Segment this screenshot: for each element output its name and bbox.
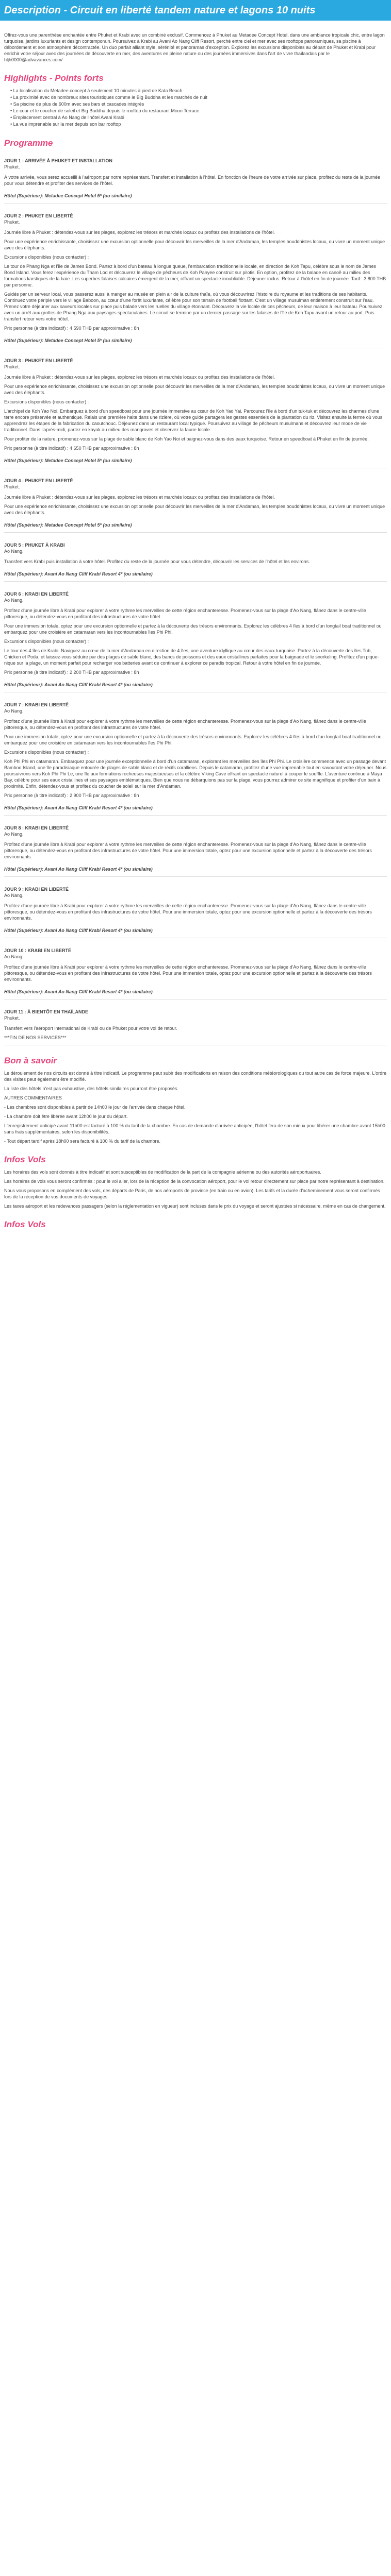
- bon-savoir-paragraph: - Tout départ tardif après 18h00 sera facturé à 100 % du tarif de la chambre.: [4, 1139, 161, 1144]
- day-location: Ao Nang.: [4, 832, 24, 837]
- bon-savoir-paragraph: - Les chambres sont disponibles à partir de 14h00 le jour de l'arrivée dans chaque hôtel.: [4, 1105, 186, 1110]
- program-day: [4, 478, 387, 533]
- infos-vols-paragraph: Les taxes aéroport et les redevances passagers (selon la réglementation en vigueur) sont incluses dans le prix du voyage et seront ajustées si nécessaire, même en cas de changement.: [4, 1204, 386, 1209]
- day-paragraph: Excursions disponibles (nous contacter) :: [4, 399, 89, 404]
- page: [0, 0, 391, 1230]
- day-paragraph: ***FIN DE NOS SERVICES***: [4, 1035, 67, 1040]
- day-paragraph: Journée libre à Phuket : détendez-vous sur les plages, explorez les trésors et marchés locaux ou profitez des installations de l'hôtel.: [4, 375, 275, 380]
- highlight-item: • La vue imprenable sur la mer depuis son bar rooftop: [10, 121, 387, 128]
- day-paragraph: Pour une expérience enrichissante, choisissez une excursion optionnelle pour découvrir les merveilles de la mer d'Andaman, les temples bouddhistes locaux, ou vivre un moment unique avec des éléphants.: [4, 384, 385, 395]
- day-location: Phuket.: [4, 1015, 20, 1021]
- day-location: Ao Nang.: [4, 954, 24, 959]
- day-paragraph: Pour une immersion totale, optez pour une excursion optionnelle et partez à la découverte des trésors environnants. Explorez les célèbres 4 îles à bord d'un longtail boat traditionnel ou embarquez pour une croisière en catamaran vers les incontournables îles Phi Phi.: [4, 623, 382, 635]
- day-paragraph: Prix personne (à titre indicatif) : 2 200 THB par approximative : 8h: [4, 670, 139, 675]
- program-day: [4, 1009, 387, 1045]
- day-paragraph: Prix personne (à titre indicatif) : 4 590 THB par approximative : 8h: [4, 326, 139, 331]
- day-paragraph: Pour une immersion totale, optez pour une excursion optionnelle et partez à la découverte des trésors environnants. Explorez les célèbres 4 îles à bord d'un longtail boat traditionnel ou embarquez pour une croisière en catamaran vers les incontournables îles Phi Phi.: [4, 734, 382, 745]
- day-hotel: Hôtel (Supérieur): Avani Ao Nang Cliff Krabi Resort 4* (ou similaire): [4, 867, 153, 872]
- day-paragraph: Profitez d'une journée libre à Krabi pour explorer à votre rythme les merveilles de cette région enchanteresse. Promenez-vous sur la plage d'Ao Nang, flânez dans le centre-ville pittoresque, ou détendez-vous en profitant des infrastructures de votre hôtel.: [4, 608, 366, 619]
- day-paragraph: Koh Phi Phi en catamaran. Embarquez pour une journée exceptionnelle à bord d'un catamaran, explorant les merveilles des îles Phi Phi. Le croisière commence avec un passage devant Bamboo Island, une île paradisiaque entourée de plages de sable blanc et de récifs coralliens. Depuis le catamaran, profitez d'une vue imprenable tout en savourant votre déjeuner. Nous poursuivrons vers Koh Phi Phi Le, une île aux formations rocheuses majestueuses et la célèbre Viking Cave offrant un spectacle naturel à couper le souffle. L'aventure continue à Maya Bay, célèbre pour ses eaux cristallines et ses paysages emblématiques. Bien que nous ne débarquions pas sur la plage, vous pourrez admirer ce site magnifique et profiter d'un bain à proximité. Enfin, détendez-vous et profitez du coucher de soleil sur la mer d'Andaman.: [4, 759, 387, 789]
- day-title: JOUR 1 : ARRIVÉE À PHUKET ET INSTALLATION: [4, 158, 112, 163]
- program-day: [4, 358, 387, 468]
- day-hotel: Hôtel (Supérieur): Metadee Concept Hotel 5* (ou similaire): [4, 458, 132, 463]
- day-location: Ao Nang.: [4, 598, 24, 603]
- day-paragraph: L'archipel de Koh Yao Noi. Embarquez à bord d'un speedboat pour une journée immersive au cœur de Koh Yao Yai. Parcourez l'île à bord d'un tuk-tuk et découvrez les charmes d'une terre encore préservée et authentique. Relais une première halte dans une rizière, où votre guide partagera les gestes essentiels de la plantation du riz. Visitez ensuite la ferme où vous apprendrez les étapes de la fabrication du caoutchouc. Déjeunez dans un restaurant local typique. Poursuivez au village de pêcheurs musulmans et découvrez leur mode de vie traditionnel. Dans l'après-midi, partez en kayak au milieu des mangroves et observez la faune locale.: [4, 409, 383, 432]
- day-paragraph: À votre arrivée, vous serez accueilli à l'aéroport par notre représentant. Transfert et installation à l'hôtel. En fonction de l'heure de votre arrivée sur place, profitez du reste de la journée pour vous détendre et profiter des services de l'hôtel.: [4, 175, 381, 186]
- day-paragraph: Guidés par un serveur local, vous passerez aussi à manger au musée en plein air de la culture thaïe, où vous découvrirez l'histoire du royaume et les traditions de ses habitants. Continuez votre périple vers le village Baboon, au cœur d'une forêt luxuriante, célèbre pour son terrain de football flottant. C'est un village musulman entièrement construit sur l'eau. Prenez votre déjeuner aux saveurs locales sur place puis balade vers les ruelles du village étonnant. Découvrez la vie locale de ces pêcheurs, de leur maison à leur bateau. Poursuivez avec un arrêt aux grottes de Phang Nga aux paysages spectaculaires. Le circuit se termine par un dernier passage sur les falaises de l'île de Koh Tapu avant un retour au port. Puis transfert retour vers votre hôtel.: [4, 292, 382, 321]
- highlight-item: • Sa piscine de plus de 600m avec ses bars et cascades intégrés: [10, 101, 387, 108]
- day-hotel: Hôtel (Supérieur): Avani Ao Nang Cliff Krabi Resort 4* (ou similaire): [4, 989, 153, 994]
- highlight-item: • Emplacement central à Ao Nang de l'hôtel Avani Krabi: [10, 114, 387, 121]
- day-hotel: Hôtel (Supérieur): Avani Ao Nang Cliff Krabi Resort 4* (ou similaire): [4, 928, 153, 933]
- bon-savoir-paragraph: La liste des hôtels n'est pas exhaustive, des hôtels similaires pourront être proposés.: [4, 1086, 178, 1091]
- day-divider: [4, 815, 387, 816]
- day-location: Phuket.: [4, 219, 20, 225]
- bon-savoir-paragraph: Le déroulement de nos circuits est donné à titre indicatif. Le programme peut subir des modifications en raison des conditions météorologiques ou tout autre cas de force majeure. L'ordre des visites peut également être modifié.: [4, 1071, 387, 1082]
- infos-vols-title: Infos Vols: [4, 1155, 46, 1164]
- day-paragraph: Profitez d'une journée libre à Krabi pour explorer à votre rythme les merveilles de cette région enchanteresse. Promenez-vous sur la plage d'Ao Nang, flânez dans le centre-ville pittoresque, ou détendez-vous en profitant des infrastructures de votre hôtel.: [4, 719, 366, 730]
- program-day: [4, 947, 387, 999]
- infos-vols-paragraph: Les horaires de vols vous seront confirmés : pour le vol aller, lors de la réception de la convocation aéroport, pour le vol retour directement sur place par notre représentant à destination.: [4, 1179, 385, 1184]
- highlight-item: • La localisation du Metadee concept à seulement 10 minutes à pied de Kata Beach: [10, 88, 387, 94]
- day-paragraph: Prix personne (à titre indicatif) : 4 650 THB par approximative : 8h: [4, 446, 139, 451]
- program-day: [4, 591, 387, 692]
- day-divider: [4, 532, 387, 533]
- program-day: [4, 213, 387, 348]
- program-days: [4, 158, 387, 1045]
- day-title: JOUR 2 : PHUKET EN LIBERTÉ: [4, 213, 73, 218]
- day-title: JOUR 5 : PHUKET À KRABI: [4, 543, 65, 548]
- day-paragraph: Excursions disponibles (nous contacter) :: [4, 750, 89, 755]
- infos-vols-text: [4, 1169, 387, 1209]
- highlights-list: [4, 88, 387, 128]
- bon-savoir-paragraph: L'enregistrement anticipé avant 11h00 est facturé à 100 % du tarif de la chambre. En cas de demande d'arrivée anticipée, l'hôtel fera de son mieux pour libérer une chambre avant 15h00 sans frais supplémentaires, selon les disponibilités.: [4, 1123, 385, 1134]
- day-paragraph: Transfert vers l'aéroport international de Krabi ou de Phuket pour votre vol de retour.: [4, 1026, 177, 1031]
- day-paragraph: Le tour des 4 îles de Krabi. Naviguez au cœur de la mer d'Andaman en direction de 4 îles, une aventure idyllique au cœur des eaux turquoise. Partez à la découverte des îles Tub, Chicken et Poda, et laissez-vous séduire par des plages de sable blanc, des bancs de poissons et des eaux cristallines parfaites pour la baignade et le snorkeling. Profitez d'un pique-nique sur la plage, un moment parfait pour recharger vos batteries avant de continuer à explorer ce paradis tropical. Retour à votre hôtel en fin de journée.: [4, 648, 379, 666]
- bon-savoir-paragraph: - La chambre doit être libérée avant 12h00 le jour du départ.: [4, 1114, 128, 1119]
- day-title: JOUR 11 : À BIENTÔT EN THAÏLANDE: [4, 1009, 89, 1014]
- day-location: Phuket.: [4, 364, 20, 369]
- program-day: [4, 702, 387, 816]
- bon-savoir-text: [4, 1070, 387, 1144]
- day-title: JOUR 4 : PHUKET EN LIBERTÉ: [4, 478, 73, 483]
- day-divider: [4, 876, 387, 877]
- day-location: Phuket.: [4, 484, 20, 489]
- infos-vols-paragraph: Les horaires des vols sont donnés à titre indicatif et sont susceptibles de modification de la part de la compagnie aérienne ou des autorités aéroportuaires.: [4, 1170, 321, 1175]
- day-hotel: Hôtel (Supérieur): Metadee Concept Hotel 5* (ou similaire): [4, 522, 132, 528]
- highlights-title: Highlights - Points forts: [4, 73, 104, 83]
- day-hotel: Hôtel (Supérieur): Avani Ao Nang Cliff Krabi Resort 4* (ou similaire): [4, 571, 153, 577]
- program-day: [4, 158, 387, 204]
- day-paragraph: Pour une expérience enrichissante, choisissez une excursion optionnelle pour découvrir les merveilles de la mer d'Andaman, les temples bouddhistes locaux, ou vivre un moment unique avec des éléphants.: [4, 504, 385, 515]
- day-title: JOUR 7 : KRABI EN LIBERTÉ: [4, 702, 69, 707]
- day-location: Phuket.: [4, 164, 20, 170]
- highlight-item: • La proximité avec de nombreux sites touristiques comme le Big Buddha et les marchés de nuit: [10, 94, 387, 101]
- day-location: Ao Nang.: [4, 893, 24, 898]
- day-hotel: Hôtel (Supérieur): Avani Ao Nang Cliff Krabi Resort 4* (ou similaire): [4, 682, 153, 687]
- day-paragraph: Profitez d'une journée libre à Krabi pour explorer à votre rythme les merveilles de cette région enchanteresse. Promenez-vous sur la plage d'Ao Nang, flânez dans le centre-ville pittoresque, ou détendez-vous en profitant des infrastructures de votre hôtel. Pour une immersion totale, optez pour une excursion optionnelle et partez à la découverte des trésors environnants.: [4, 903, 372, 921]
- day-paragraph: Journée libre à Phuket : détendez-vous sur les plages, explorez les trésors et marchés locaux ou profitez des installations de l'hôtel.: [4, 495, 275, 500]
- day-hotel: Hôtel (Supérieur): Metadee Concept Hotel 5* (ou similaire): [4, 193, 132, 198]
- program-day: [4, 825, 387, 877]
- day-paragraph: Pour profiter de la nature, promenez-vous sur la plage de sable blanc de Koh Yao Noi et baignez-vous dans des eaux turquoise. Retour en speedboat à Phuket en fin de journée.: [4, 436, 369, 442]
- program-day: [4, 886, 387, 938]
- day-paragraph: Pour une expérience enrichissante, choisissez une excursion optionnelle pour découvrir les merveilles de la mer d'Andaman, les temples bouddhistes locaux, ou vivre un moment unique avec des éléphants.: [4, 239, 385, 250]
- bon-savoir-paragraph: AUTRES COMMENTAIRES: [4, 1095, 62, 1100]
- day-divider: [4, 203, 387, 204]
- program-day: [4, 542, 387, 582]
- highlight-item: • Le cour et le coucher de soleil et Big Buddha depuis le rooftop du restaurant Moon Terrace: [10, 108, 387, 114]
- day-paragraph: Profitez d'une journée libre à Krabi pour explorer à votre rythme les merveilles de cette région enchanteresse. Promenez-vous sur la plage d'Ao Nang, flânez dans le centre-ville pittoresque, ou détendez-vous en profitant des infrastructures de votre hôtel. Pour une immersion totale, optez pour une excursion optionnelle et partez à la découverte des trésors environnants.: [4, 964, 372, 982]
- day-paragraph: Excursions disponibles (nous contacter) :: [4, 255, 89, 260]
- day-location: Ao Nang.: [4, 708, 24, 714]
- content: [0, 32, 391, 1230]
- day-title: JOUR 3 : PHUKET EN LIBERTÉ: [4, 358, 73, 363]
- bon-savoir-title: Bon à savoir: [4, 1056, 57, 1065]
- infos-vols-paragraph: Nous vous proposons en complément des vols, des départs de Paris, de nos aéroports de province (en train ou en avion). Les tarifs et la durée d'acheminement vous seront confirmés lors de la réception de vos documents de voyages.: [4, 1188, 380, 1199]
- day-hotel: Hôtel (Supérieur): Avani Ao Nang Cliff Krabi Resort 4* (ou similaire): [4, 805, 153, 810]
- day-paragraph: Excursions disponibles (nous contacter) :: [4, 639, 89, 644]
- day-paragraph: Prix personne (à titre indicatif) : 2 900 THB par approximative : 8h: [4, 793, 139, 798]
- day-location: Ao Nang.: [4, 549, 24, 554]
- day-title: JOUR 10 : KRABI EN LIBERTÉ: [4, 948, 72, 953]
- day-title: JOUR 9 : KRABI EN LIBERTÉ: [4, 887, 69, 892]
- day-title: JOUR 8 : KRABI EN LIBERTÉ: [4, 825, 69, 831]
- intro-text: Offrez-vous une parenthèse enchantée entre Phuket et Krabi avec un combiné exclusif. Commencez à Phuket au Metadee Concept Hotel, dans une ambiance tropicale chic, entre lagon turquoise, jardins luxuriants et design contemporain. Poursuivez à Krabi au Avani Ao Nang Cliff Resort, perché entre ciel et mer avec ses rooftops panoramiques, sa piscine à débordement et son atmosphère décontractée. Un duo parfait alliant style, sérénité et panoramas d'exception. Explorez les excursions disponibles au départ de Phuket et Krabi pour enrichir votre séjour avec des journées de découverte en mer, des aventures en pleine nature ou des journées immersives dans l'art de vivre thaïlandais par le hljh0000@advavances.com/: [4, 32, 385, 62]
- day-paragraph: Profitez d'une journée libre à Krabi pour explorer à votre rythme les merveilles de cette région enchanteresse. Promenez-vous sur la plage d'Ao Nang, flânez dans le centre-ville pittoresque, ou détendez-vous en profitant des infrastructures de votre hôtel. Pour une immersion totale, optez pour une excursion optionnelle et partez à la découverte des trésors environnants.: [4, 842, 372, 859]
- day-title: JOUR 6 : KRABI EN LIBERTÉ: [4, 591, 69, 597]
- day-divider: [4, 581, 387, 582]
- page-title: Description - Circuit en liberté tandem nature et lagons 10 nuits: [0, 0, 391, 21]
- footer-title: Infos Vols: [4, 1219, 46, 1229]
- day-paragraph: Transfert vers Krabi puis installation à votre hôtel. Profitez du reste de la journée pour vous détendre, découvrir les services de l'hôtel et les environs.: [4, 559, 310, 564]
- day-hotel: Hôtel (Supérieur): Metadee Concept Hotel 5* (ou similaire): [4, 338, 132, 343]
- program-title: Programme: [4, 138, 53, 148]
- day-paragraph: Journée libre à Phuket : détendez-vous sur les plages, explorez les trésors et marchés locaux ou profitez des installations de l'hôtel.: [4, 230, 275, 235]
- day-paragraph: Le tour de Phang Nga et l'île de James Bond. Partez à bord d'un bateau à longue queue, l'embarcation traditionnelle locale, en direction de Koh Tapu, célèbre sous le nom de James Bond Island. Vous ferez l'expérience du Tham Lod et découvrez le village de pêcheurs de Koh Panyee construit sur pilotis. En option, profitez de la balade en canoë au milieu des formations karstiques de la baie. Les superbes falaises calcaires émergent de la mer, offrant un spectacle inoubliable. Déjeuner inclus. Retour à l'hôtel en fin de journée. Tarif : 3 800 THB par personne.: [4, 264, 386, 287]
